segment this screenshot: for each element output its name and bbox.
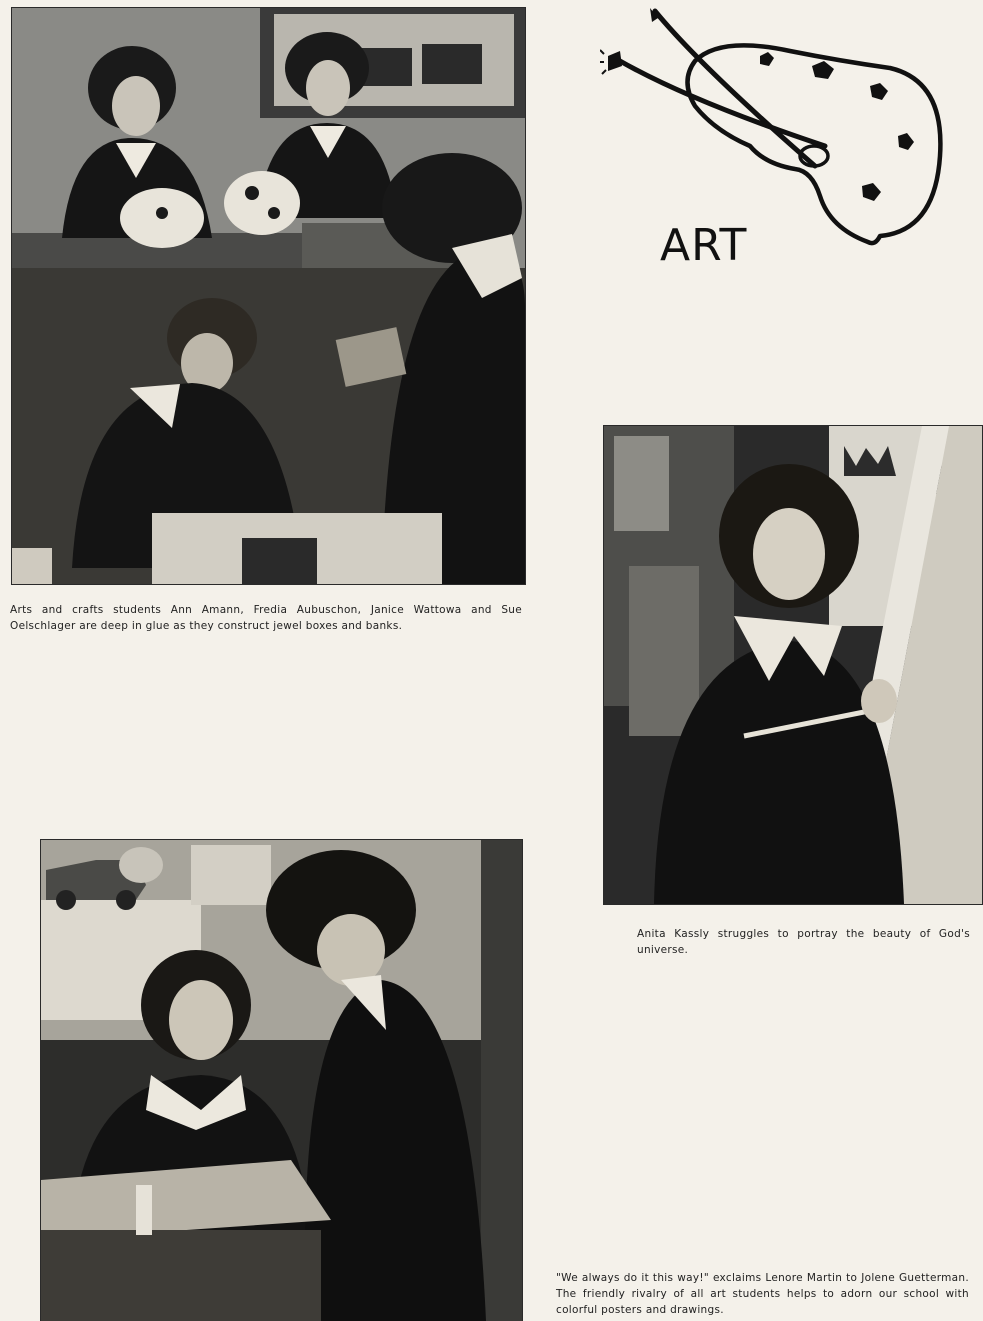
palette-and-brushes-icon: [600, 6, 950, 246]
crafts-caption: Arts and crafts students Ann Amann, Fredia Aubuschon, Janice Wattowa and Sue Oelschlager are deep in glue as they construct jewel boxes and banks.: [10, 604, 522, 632]
easel-caption: Anita Kassly struggles to portray the beauty of God's universe.: [637, 928, 970, 956]
crafts-photo: [12, 8, 525, 584]
easel-photo: [604, 426, 982, 904]
section-heading: ART: [660, 220, 748, 271]
posters-photo-image: [41, 840, 522, 1321]
crafts-photo-image: [12, 8, 525, 584]
posters-caption: "We always do it this way!" exclaims Lenore Martin to Jolene Guetterman. The friendly rivalry of all art students helps to adorn our school with colorful posters and drawings.: [556, 1272, 969, 1316]
posters-photo: [41, 840, 522, 1321]
easel-photo-image: [604, 426, 982, 904]
